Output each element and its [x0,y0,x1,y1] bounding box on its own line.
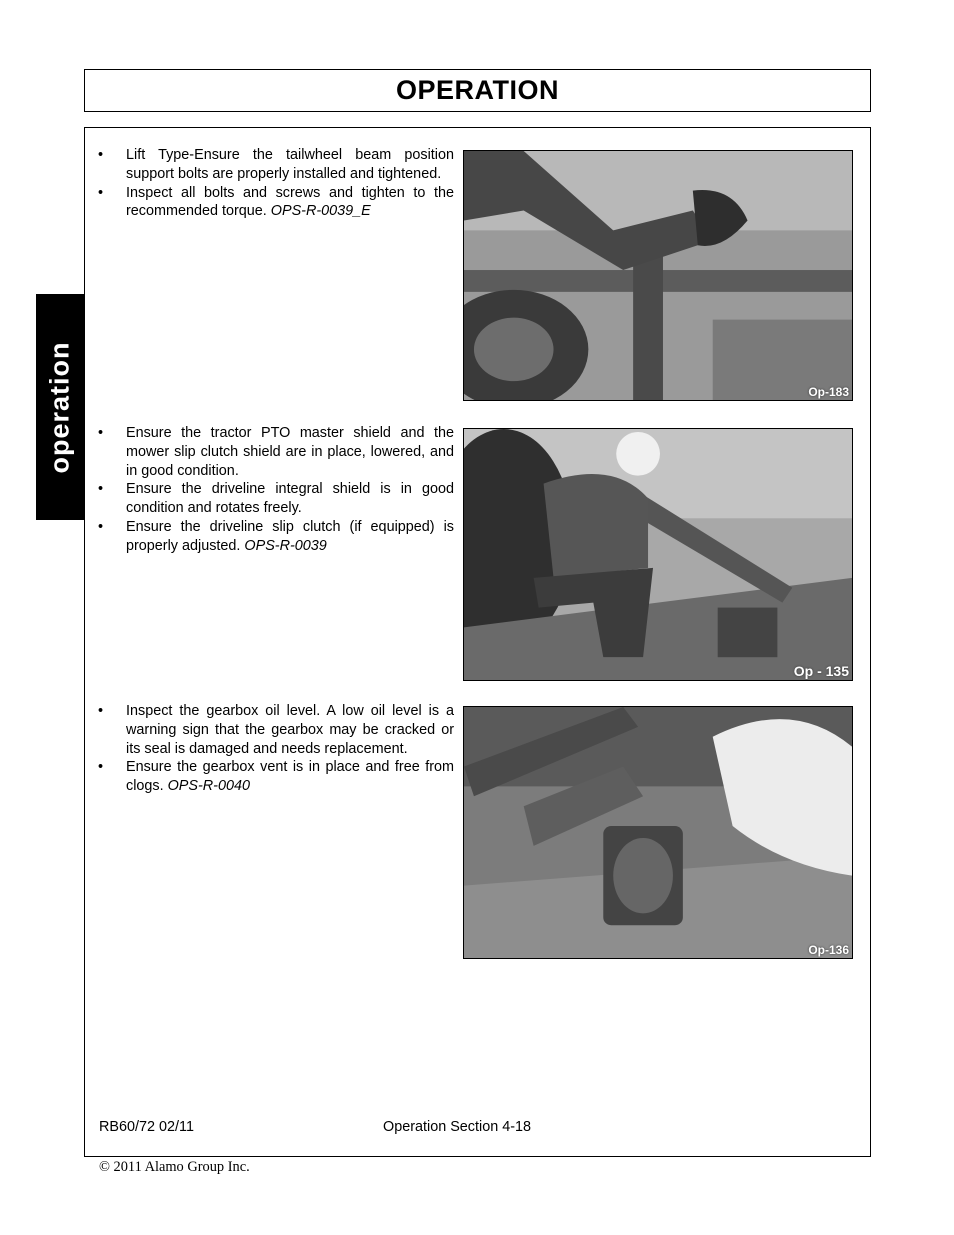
photo-label: Op-183 [808,385,849,399]
section-gearbox [98,702,454,796]
copyright: © 2011 Alamo Group Inc. [99,1159,250,1175]
photo-op-135 [463,428,853,681]
bullet-list [98,146,454,221]
photo-label: Op - 135 [793,663,849,679]
photo-label: Op-136 [808,943,849,957]
list-item: • Ensure the driveline slip clutch (if equipped) is properly adjusted. OPS-R-0039 [98,518,454,554]
bullet-list [98,702,454,796]
photo-tailwheel-image [464,151,852,400]
side-tab [36,294,84,520]
side-tab-label: operation [44,340,75,474]
footer-model-date: RB60/72 02/11 [99,1119,194,1135]
list-item: • Ensure the tractor PTO master shield and the mower slip clutch shield are in place, lowered, and in good condition. [98,425,454,479]
photo-gearbox-image [464,707,852,958]
page-header [84,69,871,112]
list-item: • Ensure the gearbox vent is in place and free from clogs. OPS-R-0040 [98,759,454,795]
list-item: • Inspect the gearbox oil level. A low oil level is a warning sign that the gearbox may be cracked or its seal is damaged and needs replacement. [98,703,454,757]
reference-code: OPS-R-0039_E [270,203,371,220]
list-item: • Ensure the driveline integral shield is in good condition and rotates freely. [98,481,454,517]
list-item: • Lift Type-Ensure the tailwheel beam position support bolts are properly installed and tightened. [98,147,454,182]
section-tailwheel [98,146,454,221]
list-item: • Inspect all bolts and screws and tighten to the recommended torque. OPS-R-0039_E [98,184,454,220]
footer-section-page: Operation Section 4-18 [383,1119,531,1135]
reference-code: OPS-R-0039 [244,537,327,554]
page-title: OPERATION [395,75,559,105]
reference-code: OPS-R-0040 [167,778,250,795]
section-pto-shields [98,424,454,556]
bullet-list [98,424,454,556]
photo-op-183 [463,150,853,401]
photo-driveline-image [464,429,852,680]
photo-op-136 [463,706,853,959]
